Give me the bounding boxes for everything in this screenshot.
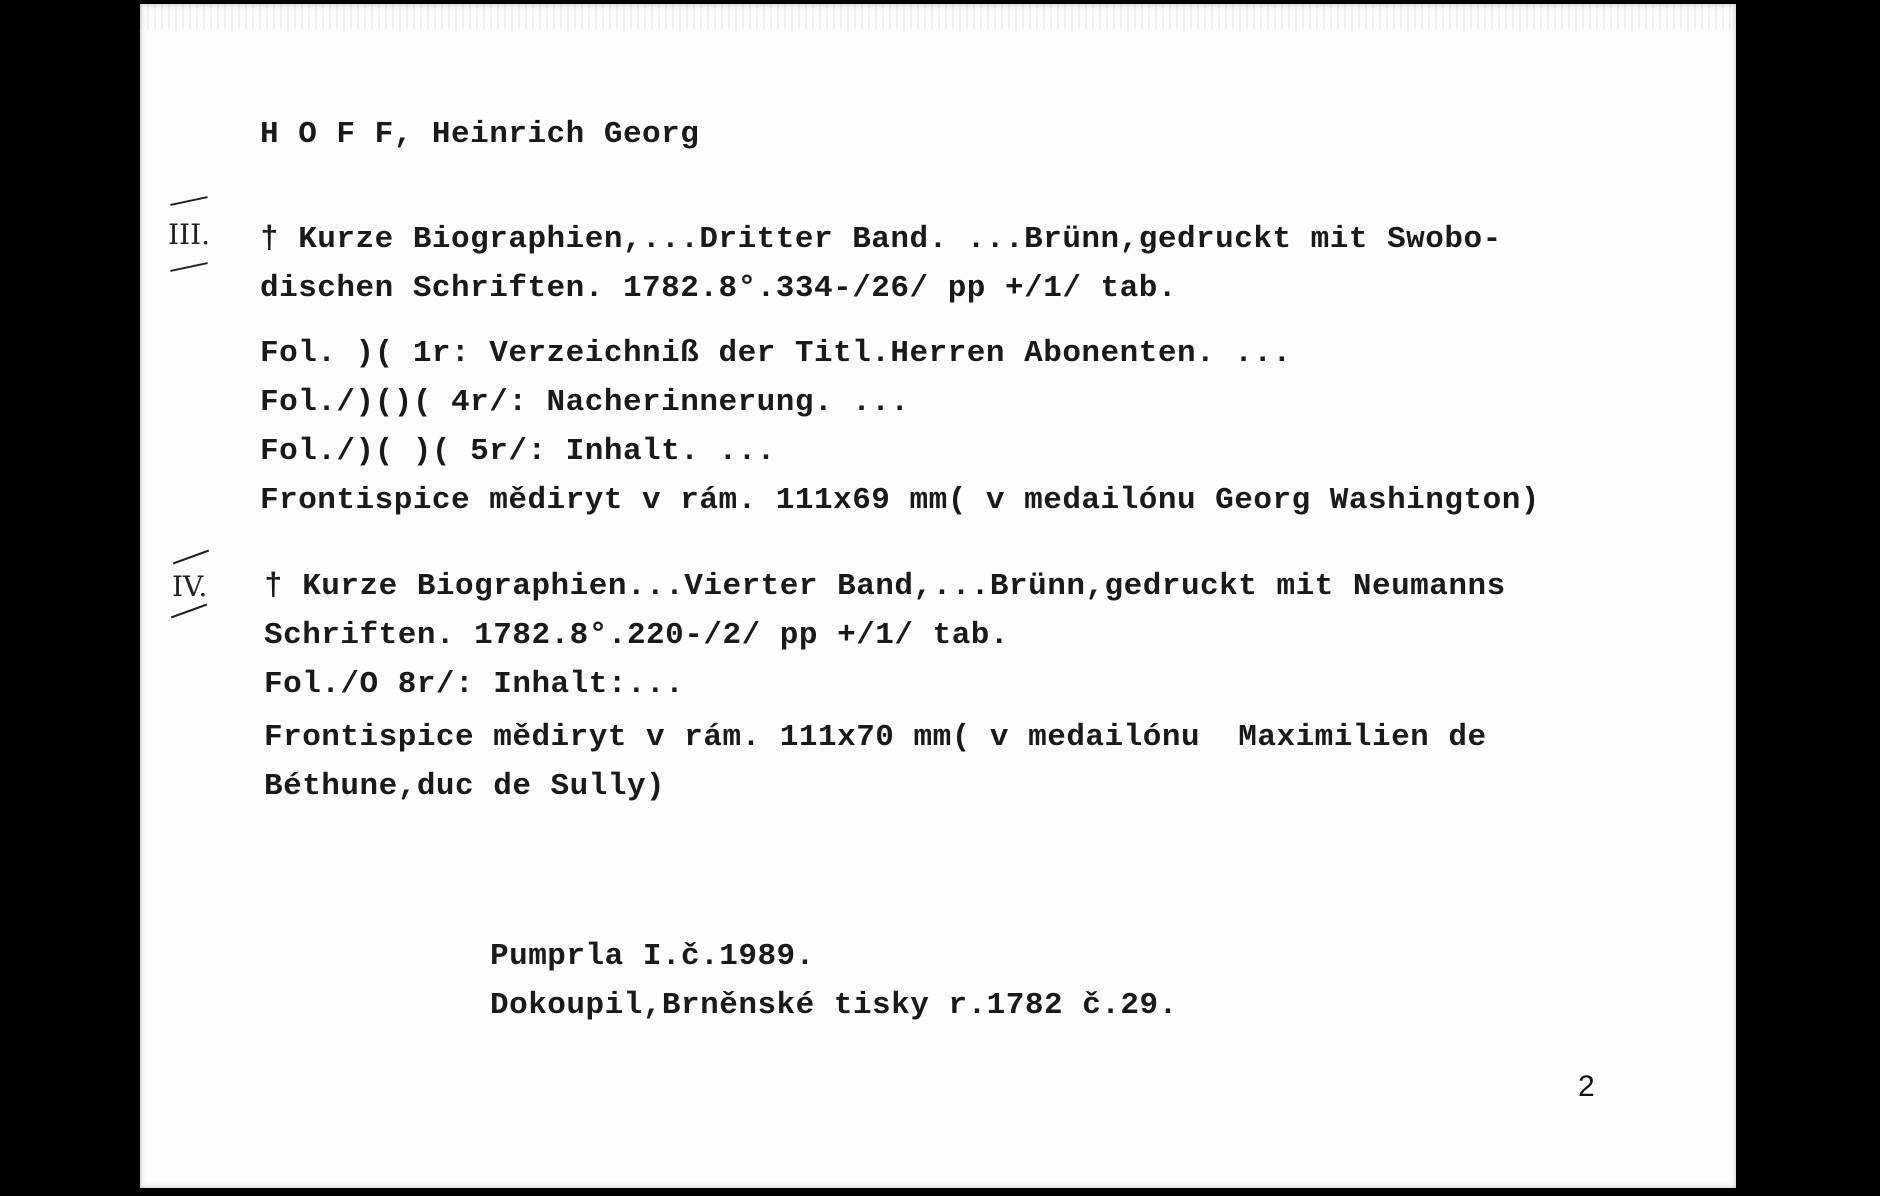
catalog-card [140, 4, 1736, 1188]
reference-1: Pumprla I.č.1989. [490, 939, 815, 974]
margin-tick-bottom [170, 262, 208, 272]
entry3-line-5: Fol./)( )( 5r/: Inhalt. ... [260, 434, 776, 469]
entry4-line-5: Béthune,duc de Sully) [264, 769, 666, 804]
entry4-line-2: Schriften. 1782.8°.220-/2/ pp +/1/ tab. [264, 618, 1010, 653]
entry3-line-1: † Kurze Biographien,...Dritter Band. ...Brünn,gedruckt mit Swobo- [260, 222, 1502, 257]
page-number: 2 [1578, 1070, 1595, 1103]
entry4-line-4: Frontispice mědiryt v rám. 111x70 mm( v medailónu Maximilien de [264, 720, 1487, 755]
entry3-line-6: Frontispice mědiryt v rám. 111x69 mm( v medailónu Georg Washington) [260, 483, 1540, 518]
volume-marker-4: IV. [172, 570, 208, 603]
reference-2: Dokoupil,Brněnské tisky r.1782 č.29. [490, 988, 1178, 1023]
margin-tick-bottom [171, 604, 207, 619]
scan-noise [140, 4, 1736, 30]
margin-tick-top [170, 196, 208, 206]
entry4-line-3: Fol./O 8r/: Inhalt:... [264, 667, 685, 702]
volume-marker-3: III. [168, 218, 211, 251]
entry3-line-2: dischen Schriften. 1782.8°.334-/26/ pp +/1/ tab. [260, 271, 1177, 306]
card-heading: H O F F, Heinrich Georg [260, 117, 700, 152]
entry4-line-1: † Kurze Biographien...Vierter Band,...Brünn,gedruckt mit Neumanns [264, 569, 1506, 604]
entry3-line-3: Fol. )( 1r: Verzeichniß der Titl.Herren Abonenten. ... [260, 336, 1292, 371]
entry3-line-4: Fol./)()( 4r/: Nacherinnerung. ... [260, 385, 910, 420]
margin-tick-top [173, 550, 209, 565]
